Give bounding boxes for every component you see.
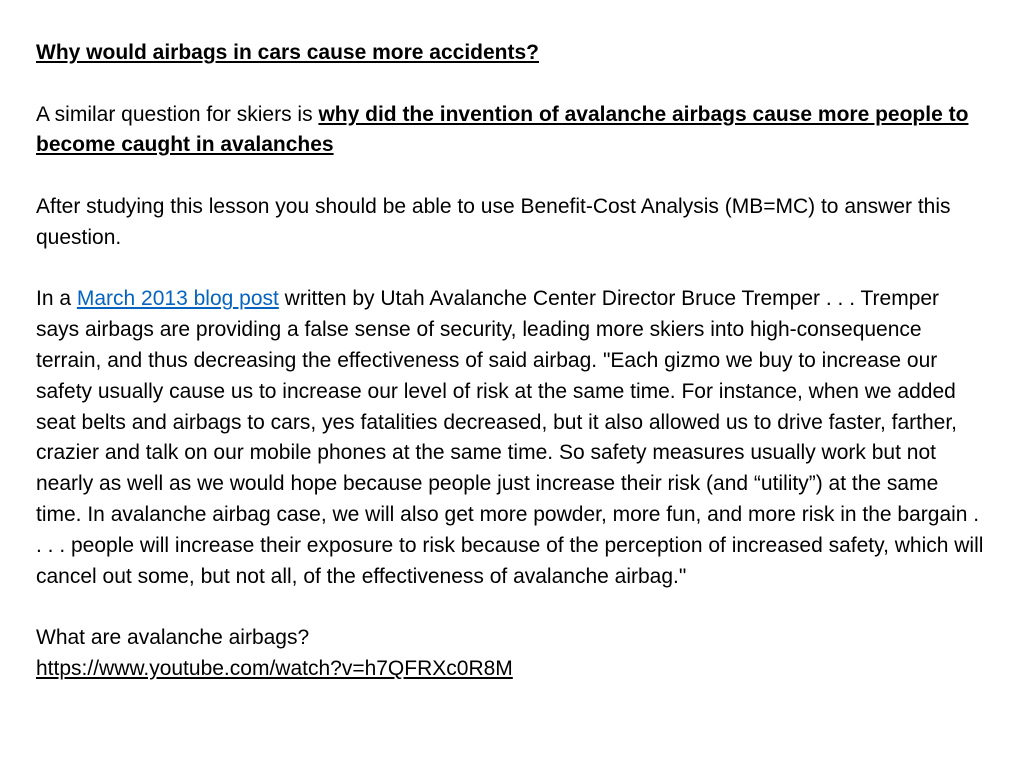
intro-emphasis: why did the invention of avalanche airbags cause more people to become caught in avalanches	[36, 102, 969, 157]
slide-title: Why would airbags in cars cause more accidents?	[36, 41, 539, 64]
question-paragraph: What are avalanche airbags?	[36, 626, 310, 650]
video-link-paragraph	[36, 654, 988, 685]
slide-title-paragraph	[36, 38, 988, 69]
intro-paragraph	[36, 100, 988, 162]
lesson-paragraph: After studying this lesson you should be able to use Benefit-Cost Analysis (MB=MC) to answer this question.	[36, 194, 951, 249]
quote-body: written by Utah Avalanche Center Director Bruce Tremper . . . Tremper says airbags are providing a false sense of security, leading more skiers into high-consequence terrain, and thus decreasing the effectiveness of said airbag. "Each gizmo we buy to increase our safety usually cause us to increase our level of risk at the same time. For instance, when we added seat belts and airbags to cars, yes fatalities decreased, but it also allowed us to drive faster, farther, crazier and talk on our mobile phones at the same time. So safety measures usually work but not nearly as well as we would hope because people just increase their risk (and “utility”) at the same time. In avalanche airbag case, we will also get more powder, more fun, and more risk in the bargain . . . . people will increase their exposure to risk because of the perception of increased safety, which will cancel out some, but not all, of the effectiveness of avalanche airbag."	[36, 287, 984, 588]
quote-paragraph	[36, 284, 988, 592]
youtube-video-link[interactable]: https://www.youtube.com/watch?v=h7QFRXc0R8M	[36, 656, 513, 680]
blog-post-link[interactable]: March 2013 blog post	[76, 287, 279, 311]
slide-content	[36, 38, 988, 685]
intro-prefix: A similar question for skiers is	[36, 102, 319, 126]
quote-prefix: In a	[36, 287, 77, 311]
